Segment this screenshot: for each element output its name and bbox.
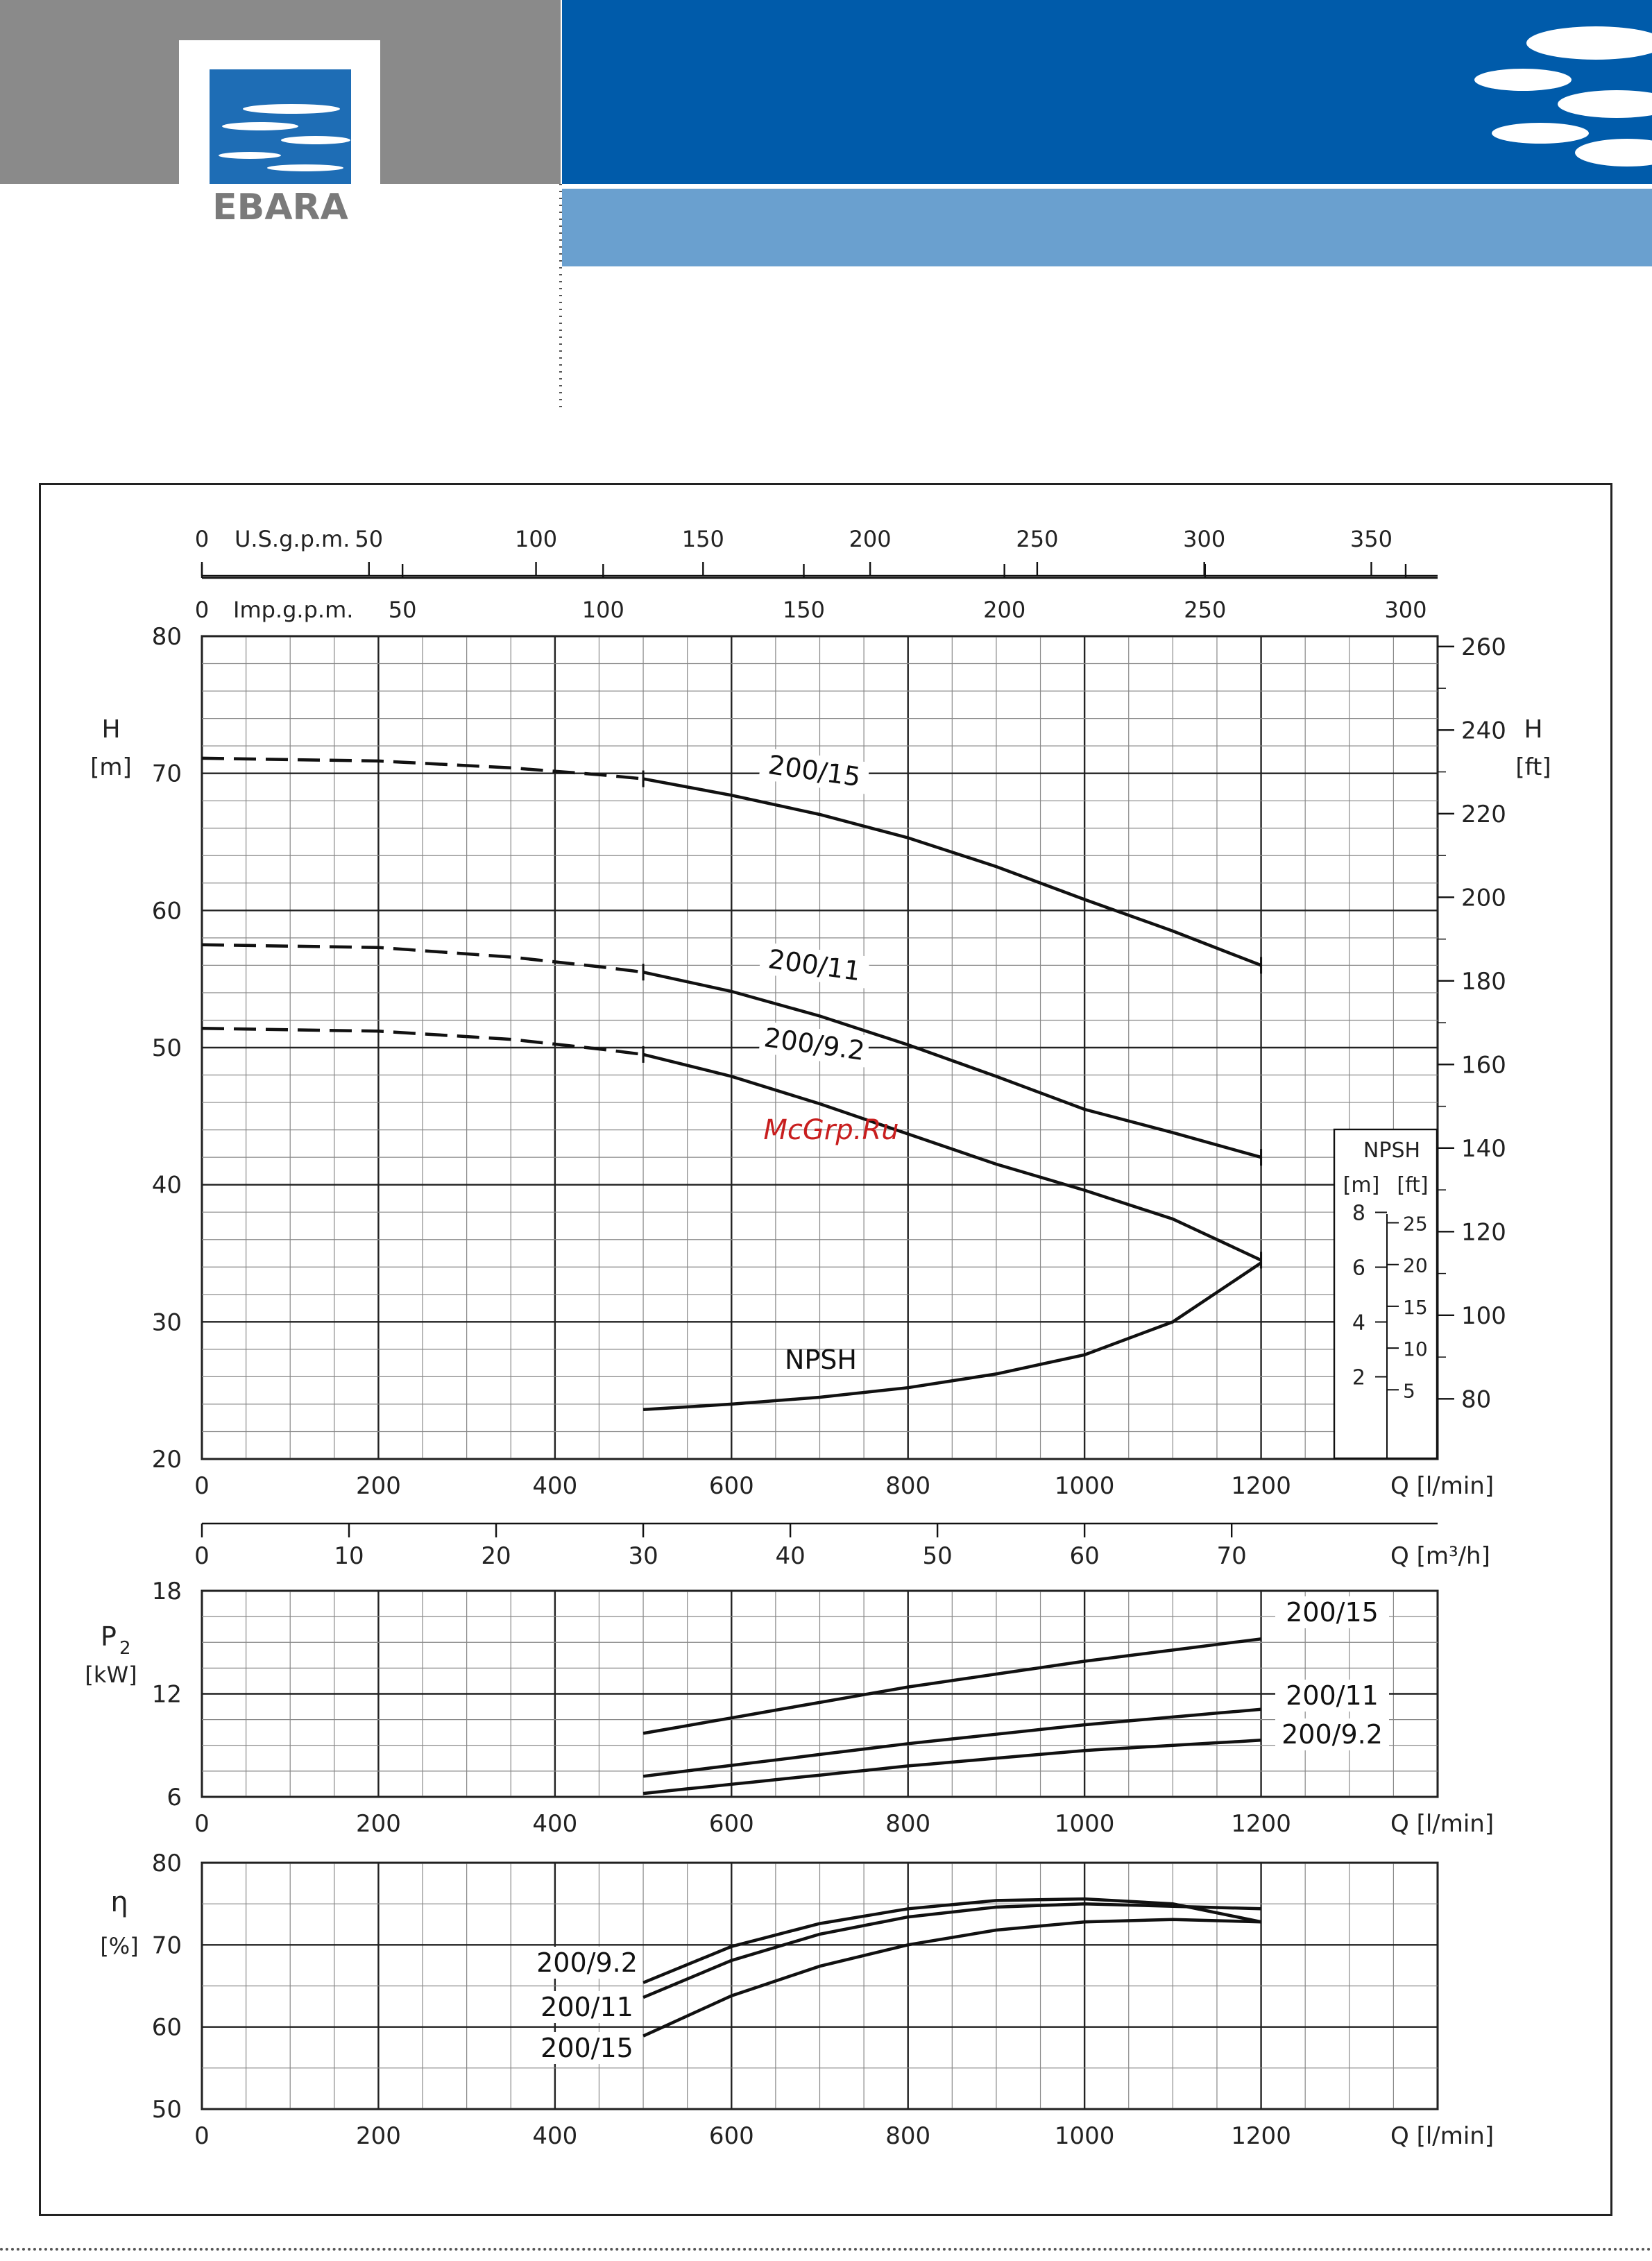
y-tick-label: 6: [167, 1784, 182, 1811]
series-label: NPSH: [784, 1345, 858, 1375]
x-tick-label: 800: [885, 2122, 931, 2150]
top-axis-tick-label: 300: [1384, 597, 1427, 623]
x-tick-label: 200: [355, 1472, 401, 1500]
y2-tick-label: 240: [1461, 717, 1506, 745]
y-tick-label: 50: [151, 1034, 182, 1062]
top-axis-tick-label: 250: [1184, 597, 1227, 623]
y-axis-unit: [%]: [100, 1933, 139, 1959]
top-axis-tick-label: 50: [388, 597, 417, 623]
x-tick-label: 0: [194, 1472, 210, 1500]
x-axis-label: Q [l/min]: [1390, 2122, 1495, 2150]
top-axis-tick-label: 50: [355, 526, 384, 552]
logo-wordmark: EBARA: [212, 187, 348, 228]
power-chart-grid: [202, 1591, 1438, 1797]
top-axis-tick-label: 100: [581, 597, 624, 623]
top-axis-tick-label: 150: [782, 597, 826, 623]
y2-tick-label: 140: [1461, 1134, 1506, 1163]
x-axis-label: Q [l/min]: [1390, 1472, 1495, 1500]
npsh-m-tick-label: 8: [1352, 1201, 1365, 1226]
npsh-scale-title: NPSH: [1363, 1138, 1421, 1163]
y-tick-label: 40: [151, 1171, 182, 1200]
top-axis-tick-label: 200: [849, 526, 892, 552]
x-tick-label: 400: [532, 2122, 578, 2150]
series-label: 200/9.2: [536, 1947, 638, 1978]
x-tick-label: 600: [708, 1810, 754, 1838]
series-label: 200/15: [540, 2033, 633, 2063]
x-tick-label: 400: [532, 1810, 578, 1838]
efficiency-chart: [100, 1850, 1494, 2150]
y-tick-label: 60: [151, 897, 182, 925]
x-tick-label: 0: [194, 1810, 210, 1838]
npsh-scale-unit-m: [m]: [1343, 1173, 1380, 1197]
m3h-axis-tick-label: 40: [775, 1542, 806, 1570]
top-axis-tick-label: 0: [194, 526, 210, 552]
top-axis-tick-label: 250: [1016, 526, 1059, 552]
series-label: 200/11: [766, 944, 863, 987]
y-axis-unit: [m]: [90, 753, 132, 781]
npsh-ft-tick-label: 5: [1403, 1379, 1415, 1403]
series-label: 200/11: [1286, 1680, 1379, 1711]
npsh-ft-tick-label: 20: [1403, 1254, 1428, 1277]
y2-tick-label: 180: [1461, 967, 1506, 996]
y-tick-label: 70: [151, 760, 182, 788]
y2-tick-label: 80: [1461, 1385, 1492, 1414]
x-tick-label: 200: [355, 1810, 401, 1838]
m3h-axis-tick-label: 50: [922, 1542, 953, 1570]
x-tick-label: 600: [708, 2122, 754, 2150]
series-label: 200/15: [766, 749, 863, 793]
x-axis-label: Q [l/min]: [1390, 1810, 1495, 1838]
m3h-axis-tick-label: 30: [628, 1542, 658, 1570]
y2-tick-label: 120: [1461, 1218, 1506, 1247]
efficiency-chart-grid: [202, 1863, 1438, 2109]
y-tick-label: 20: [151, 1446, 182, 1474]
npsh-m-tick-label: 4: [1352, 1311, 1365, 1336]
y2-axis-unit: [ft]: [1515, 753, 1551, 781]
x-tick-label: 1000: [1054, 2122, 1115, 2150]
top-axis-label: Imp.g.p.m.: [233, 597, 354, 623]
y-axis-title-sub: 2: [119, 1638, 131, 1659]
m3h-axis-tick-label: 10: [334, 1542, 364, 1570]
x-tick-label: 800: [885, 1810, 931, 1838]
y-axis-unit: [kW]: [85, 1662, 137, 1688]
y2-tick-label: 260: [1461, 633, 1506, 661]
top-axis-tick-label: 200: [983, 597, 1026, 623]
top-axis-tick-label: 350: [1349, 526, 1393, 552]
top-axis-tick-label: 300: [1183, 526, 1226, 552]
y-tick-label: 80: [151, 623, 182, 651]
top-axis-tick-label: 150: [681, 526, 724, 552]
npsh-ft-tick-label: 25: [1403, 1212, 1428, 1236]
y-axis-title: η: [110, 1886, 128, 1918]
x-tick-label: 600: [708, 1472, 754, 1500]
y-tick-label: 70: [151, 1931, 182, 1960]
y-tick-label: 12: [151, 1680, 182, 1709]
y-axis-title: H: [101, 715, 121, 744]
npsh-ft-tick-label: 10: [1403, 1338, 1428, 1361]
y2-tick-label: 100: [1461, 1302, 1506, 1330]
y2-tick-label: 200: [1461, 884, 1506, 912]
y-tick-label: 30: [151, 1308, 182, 1337]
series-label: 200/15: [1286, 1597, 1379, 1628]
y-axis-title: P: [101, 1621, 117, 1652]
x-tick-label: 1200: [1231, 1810, 1291, 1838]
m3h-axis-tick-label: 70: [1216, 1542, 1247, 1570]
x-tick-label: 1000: [1054, 1472, 1115, 1500]
x-tick-label: 800: [885, 1472, 931, 1500]
x-tick-label: 1200: [1231, 2122, 1291, 2150]
y-tick-label: 50: [151, 2096, 182, 2124]
x-tick-label: 1200: [1231, 1472, 1291, 1500]
y2-axis-title: H: [1524, 715, 1543, 744]
y-tick-label: 60: [151, 2013, 182, 2042]
m3h-axis-tick-label: 20: [481, 1542, 511, 1570]
y-tick-label: 18: [151, 1578, 182, 1605]
m3h-axis-tick-label: 0: [194, 1542, 210, 1570]
top-axis-tick-label: 100: [515, 526, 558, 552]
series-label: 200/9.2: [762, 1022, 867, 1067]
x-tick-label: 200: [355, 2122, 401, 2150]
npsh-scale-unit-ft: [ft]: [1397, 1173, 1429, 1197]
series-label: 200/9.2: [1281, 1719, 1383, 1750]
npsh-m-tick-label: 6: [1352, 1256, 1365, 1281]
npsh-m-tick-label: 2: [1352, 1365, 1365, 1390]
m3h-axis-label: Q [m³/h]: [1390, 1542, 1490, 1570]
x-tick-label: 1000: [1054, 1810, 1115, 1838]
y-tick-label: 80: [151, 1850, 182, 1877]
x-tick-label: 0: [194, 2122, 210, 2150]
y2-tick-label: 160: [1461, 1051, 1506, 1080]
x-tick-label: 400: [532, 1472, 578, 1500]
y2-tick-label: 220: [1461, 800, 1506, 828]
top-axis-label: U.S.g.p.m.: [235, 526, 350, 552]
watermark: McGrp.Ru: [763, 1114, 899, 1146]
npsh-ft-tick-label: 15: [1403, 1295, 1428, 1319]
top-axis-tick-label: 0: [194, 597, 210, 623]
footer-dotted-line: [0, 2248, 1652, 2253]
series-label: 200/11: [540, 1992, 633, 2022]
m3h-axis-tick-label: 60: [1069, 1542, 1100, 1570]
